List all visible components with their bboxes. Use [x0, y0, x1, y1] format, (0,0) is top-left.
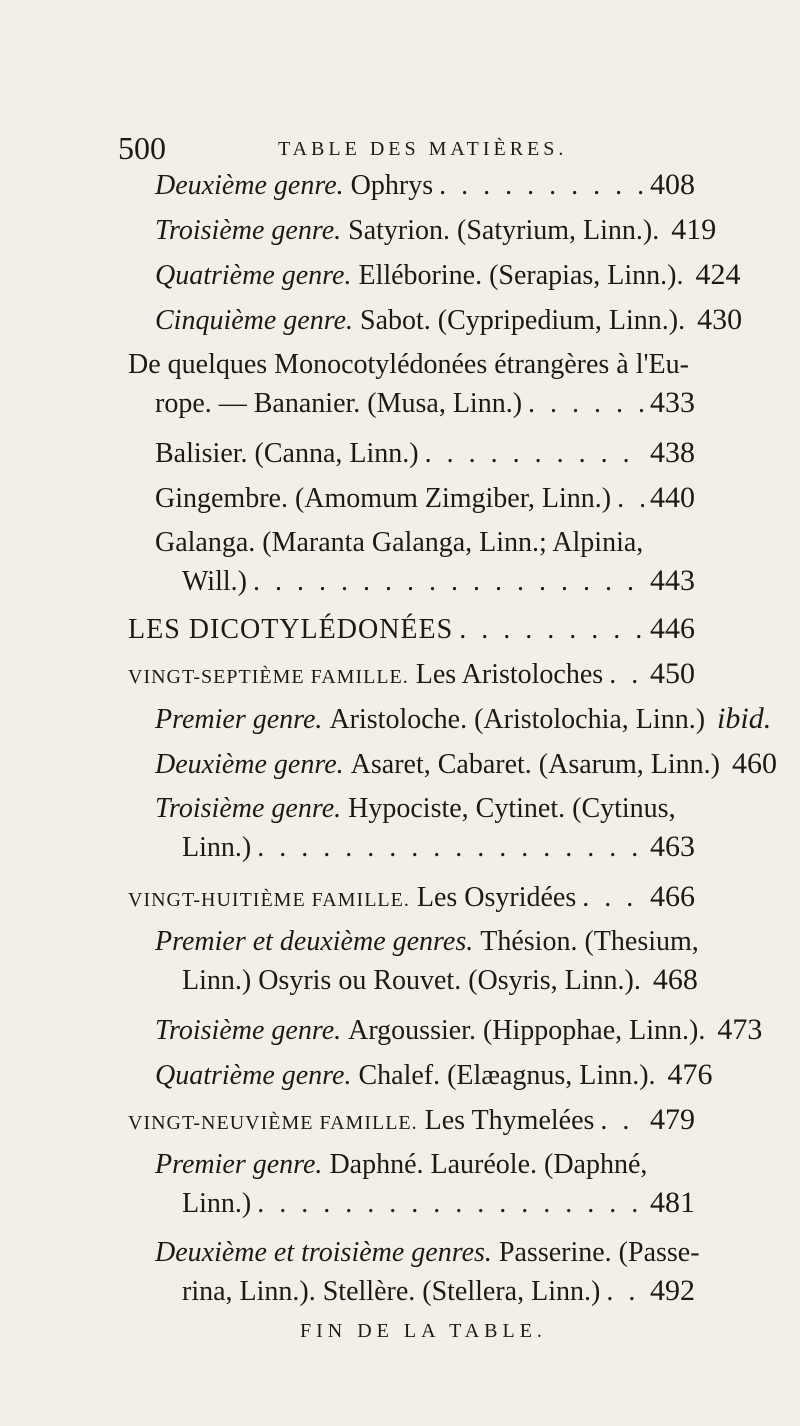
entry-page: 481 [650, 1186, 695, 1219]
toc-entry [155, 792, 695, 868]
entry-label: Troisième genre. [155, 793, 342, 824]
entry-page: 443 [650, 564, 695, 597]
entry-page: 450 [650, 657, 695, 690]
entry-text-line1: Thésion. (Thesium, [480, 926, 699, 957]
entry-page: 463 [650, 830, 695, 863]
entry-text: Aristoloche. (Aristolochia, Linn.) [329, 704, 706, 735]
entry-page: 492 [650, 1274, 695, 1307]
entry-text: Asaret, Cabaret. (Asarum, Linn.) [350, 749, 720, 780]
entry-label: Premier et deuxième genres. [155, 926, 474, 957]
entry-text-line1: Galanga. (Maranta Galanga, Linn.; Alpinia, [155, 527, 644, 558]
entry-page: 466 [650, 880, 695, 913]
entry-label: Cinquième genre. [155, 305, 354, 336]
toc-entry [155, 1013, 763, 1051]
family-label: VINGT-HUITIÈME FAMILLE. [128, 889, 410, 911]
toc-entry [155, 1236, 700, 1312]
entry-text: Satyrion. (Satyrium, Linn.). [348, 215, 660, 246]
toc-entry [155, 747, 777, 785]
entry-page: 460 [731, 747, 777, 780]
entry-page: 419 [671, 213, 717, 246]
entry-text-line1: De quelques Monocotylédonées étrangères à l'Eu- [128, 349, 689, 380]
entry-page: 468 [652, 963, 698, 996]
entry-label: Premier genre. [155, 1149, 323, 1180]
toc-entry [155, 436, 695, 474]
toc-entry [155, 481, 695, 519]
entry-text-line2: Linn.) Osyris ou Rouvet. (Osyris, Linn.). [182, 965, 641, 996]
entry-label: Premier genre. [155, 704, 323, 735]
entry-label: Deuxième et troisième genres. [155, 1237, 492, 1268]
entry-label: Troisième genre. [155, 215, 342, 246]
entry-page: 438 [650, 436, 695, 469]
entry-page: 430 [697, 303, 743, 336]
toc-entry [155, 702, 772, 740]
entry-text: Sabot. (Cypripedium, Linn.). [360, 305, 686, 336]
entry-page: 408 [650, 168, 695, 201]
toc-entry [128, 348, 695, 424]
page-header [118, 130, 678, 170]
toc-entry-family [128, 1103, 695, 1141]
toc-entry [155, 168, 695, 206]
entry-page: 424 [695, 258, 741, 291]
entry-text: Gingembre. (Amomum Zimgiber, Linn.) [155, 483, 612, 514]
entry-page: 473 [717, 1013, 763, 1046]
family-label: VINGT-NEUVIÈME FAMILLE. [128, 1112, 418, 1134]
entry-label: Deuxième genre. [155, 170, 344, 201]
entry-label: Quatrième genre. [155, 260, 352, 291]
toc-entry [155, 526, 695, 602]
toc-entry [155, 303, 743, 341]
entry-text: Argoussier. (Hippophae, Linn.). [348, 1015, 706, 1046]
entry-page: 433 [650, 386, 695, 419]
entry-text: Ophrys [350, 170, 434, 201]
toc-entry [155, 1058, 713, 1096]
entry-text: Chalef. (Elæagnus, Linn.). [358, 1060, 656, 1091]
entry-page: ibid. [717, 702, 772, 735]
entry-text: Les Aristoloches [415, 659, 604, 690]
toc-entry-family [128, 880, 695, 918]
entry-text: Les Osyridées [416, 882, 577, 913]
section-title: LES DICOTYLÉDONÉES [128, 614, 454, 645]
entry-page: 446 [650, 612, 695, 645]
entry-text: Balisier. (Canna, Linn.) [155, 438, 419, 469]
end-of-table-note: FIN DE LA TABLE. [300, 1320, 547, 1342]
entry-text: Elléborine. (Serapias, Linn.). [358, 260, 684, 291]
entry-text-line2: rope. — Bananier. (Musa, Linn.) [155, 388, 523, 419]
entry-page: 476 [667, 1058, 713, 1091]
entry-page: 479 [650, 1103, 695, 1136]
entry-text: Les Thymelées [424, 1105, 595, 1136]
entry-text-line2: Linn.) [182, 1188, 252, 1219]
toc-entry [155, 925, 699, 1001]
entry-text-line1: Hypociste, Cytinet. (Cytinus, [348, 793, 676, 824]
entry-text-line1: Passerine. (Passe- [498, 1237, 700, 1268]
entry-text-line2: Will.) [182, 566, 247, 597]
entry-label: Troisième genre. [155, 1015, 342, 1046]
page-number: 500 [118, 130, 166, 166]
toc-entry-section [128, 612, 695, 650]
entry-text-line1: Daphné. Lauréole. (Daphné, [329, 1149, 648, 1180]
entry-text-line2: rina, Linn.). Stellère. (Stellera, Linn.) [182, 1276, 601, 1307]
entry-label: Quatrième genre. [155, 1060, 352, 1091]
toc-entry [155, 1148, 695, 1224]
toc-entry [155, 213, 717, 251]
entry-text-line2: Linn.) [182, 832, 252, 863]
entry-label: Deuxième genre. [155, 749, 344, 780]
toc-entry-family [128, 657, 695, 695]
family-label: VINGT-SEPTIÈME FAMILLE. [128, 666, 409, 688]
toc-entry [155, 258, 741, 296]
entry-page: 440 [650, 481, 695, 514]
running-title: TABLE DES MATIÈRES. [278, 138, 568, 160]
